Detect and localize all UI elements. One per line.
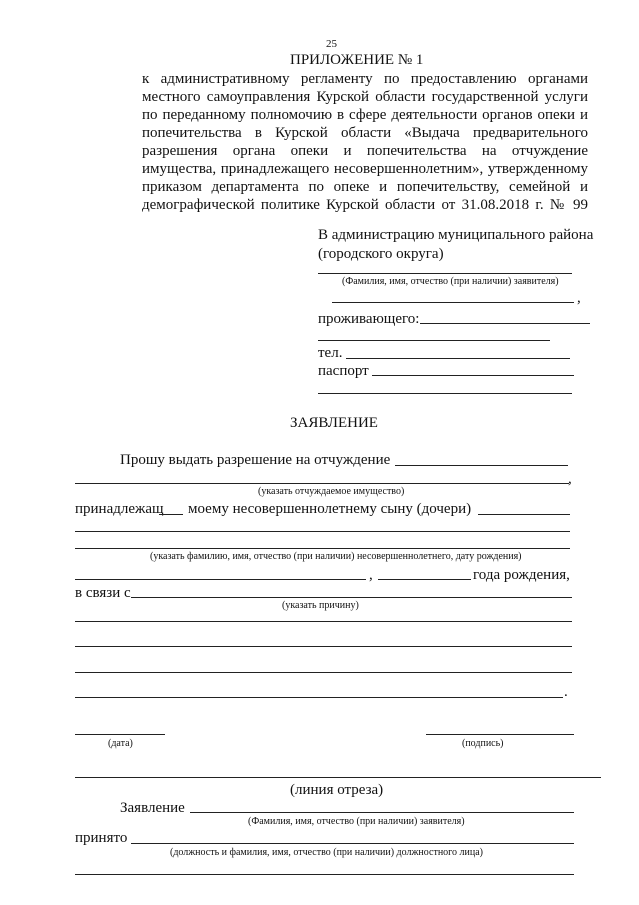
cut-line <box>75 777 601 778</box>
appendix-line: по переданному полномочию в сфере деятельности органов опеки и <box>142 107 588 123</box>
applicant-caption: (Фамилия, имя, отчество (при наличии) заявителя) <box>248 816 465 827</box>
date-caption: (дата) <box>108 738 133 749</box>
belonging-prefix: принадлежащ <box>75 501 164 517</box>
birth-year-field[interactable] <box>378 579 471 580</box>
reason-label: в связи с <box>75 585 131 601</box>
addressee-to-line2: (городского округа) <box>318 246 444 262</box>
accepted-label: принято <box>75 830 128 846</box>
passport-field-2[interactable] <box>318 393 572 394</box>
reason-field-2[interactable] <box>75 621 572 622</box>
child-caption: (указать фамилию, имя, отчество (при наличии) несовершеннолетнего, дату рождения) <box>150 551 522 562</box>
applicant-name-field-2[interactable] <box>332 302 574 303</box>
appendix-text <box>142 70 588 214</box>
reason-field-3[interactable] <box>75 646 572 647</box>
comma: , <box>577 290 581 306</box>
phone-label: тел. <box>318 345 343 361</box>
gender-ending-field[interactable] <box>159 514 183 515</box>
reason-caption: (указать причину) <box>282 600 359 611</box>
page-number: 25 <box>326 38 337 50</box>
applicant-name-field[interactable] <box>318 273 572 274</box>
signature-caption: (подпись) <box>462 738 504 749</box>
reason-field-5[interactable] <box>75 697 563 698</box>
official-field[interactable] <box>131 843 574 844</box>
appendix-line: попечительства в Курской области «Выдача предварительного <box>142 125 588 141</box>
document-title: ЗАЯВЛЕНИЕ <box>290 415 378 431</box>
passport-label: паспорт <box>318 363 369 379</box>
passport-field[interactable] <box>372 375 574 376</box>
appendix-line: имущества, принадлежащего несовершеннолетним», утвержденному <box>142 161 588 177</box>
phone-field[interactable] <box>346 358 570 359</box>
cut-line-label: (линия отреза) <box>290 782 384 798</box>
comma: , <box>369 567 373 583</box>
dot: . <box>564 684 568 700</box>
child-name-field-2[interactable] <box>75 531 570 532</box>
applicant-field[interactable] <box>190 812 574 813</box>
property-field[interactable] <box>395 465 568 466</box>
property-caption: (указать отчуждаемое имущество) <box>258 486 405 497</box>
appendix-line: разрешения органа опеки и попечительства на отчуждение <box>142 143 588 159</box>
child-dob-field[interactable] <box>75 579 366 580</box>
appendix-line: местного самоуправления Курской области государственной услуги <box>142 89 588 105</box>
residing-label: проживающего: <box>318 311 420 327</box>
reason-field[interactable] <box>131 597 572 598</box>
property-field-2[interactable] <box>75 483 569 484</box>
appendix-line: приказом департамента по опеке и попечительству, семейной и <box>142 179 588 195</box>
request-text: Прошу выдать разрешение на отчуждение <box>120 452 391 468</box>
child-name-field[interactable] <box>478 514 570 515</box>
addressee-to-line1: В администрацию муниципального района <box>318 227 594 243</box>
address-field-2[interactable] <box>318 340 550 341</box>
address-field[interactable] <box>420 323 590 324</box>
official-caption: (должность и фамилия, имя, отчество (при наличии) должностного лица) <box>170 847 483 858</box>
date-field[interactable] <box>75 734 165 735</box>
child-name-field-3[interactable] <box>75 548 570 549</box>
birth-year-text: года рождения, <box>473 567 570 583</box>
appendix-line: к административному регламенту по предоставлению органами <box>142 71 588 87</box>
comma: , <box>568 471 572 487</box>
official-field-2[interactable] <box>75 874 574 875</box>
belonging-text: моему несовершеннолетнему сыну (дочери) <box>188 501 472 517</box>
appendix-title: ПРИЛОЖЕНИЕ № 1 <box>290 52 424 68</box>
signature-field[interactable] <box>426 734 574 735</box>
appendix-line: демографической политике Курской области от 31.08.2018 г. № 99 <box>142 197 588 213</box>
applicant-name-caption: (Фамилия, имя, отчество (при наличии) заявителя) <box>342 276 559 287</box>
application-label: Заявление <box>120 800 185 816</box>
reason-field-4[interactable] <box>75 672 572 673</box>
